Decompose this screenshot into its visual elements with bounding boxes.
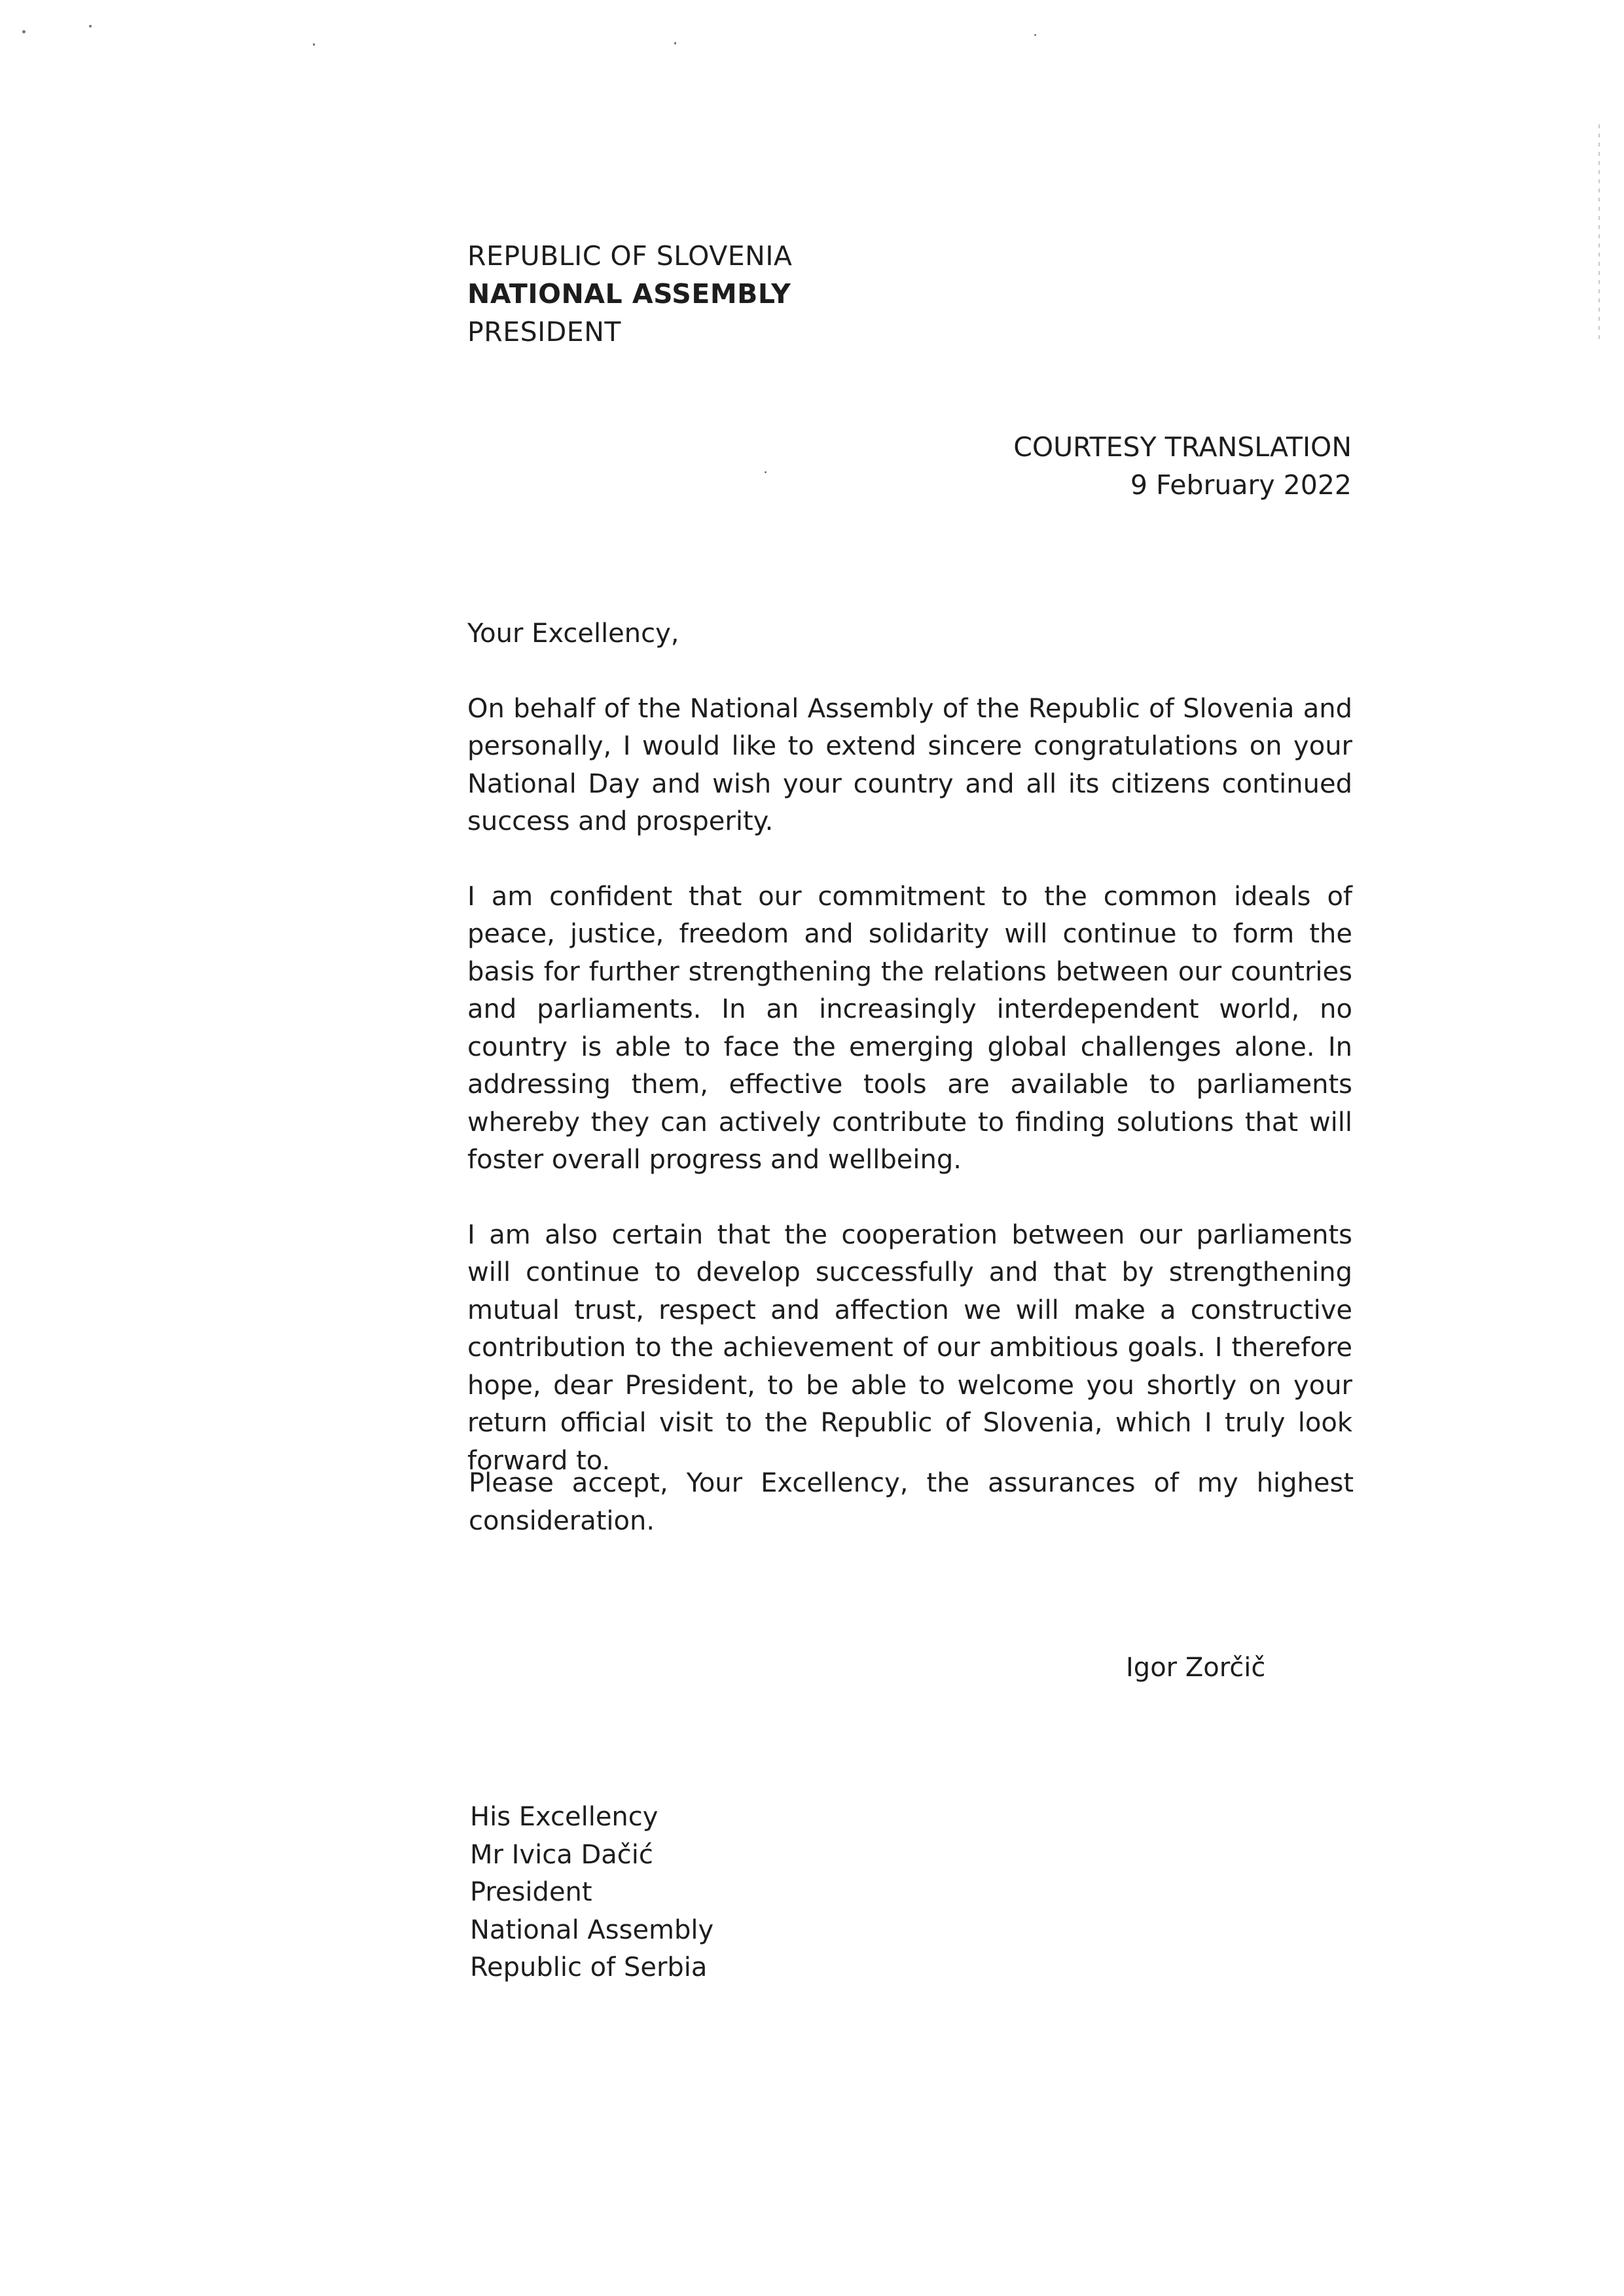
closing-formula: Please accept, Your Excellency, the assurances of my highest consideration.	[469, 1468, 1354, 1536]
letterhead	[467, 237, 792, 351]
recipient-name: Mr Ivica Dačić	[470, 1839, 653, 1870]
scan-speck	[674, 42, 676, 45]
translation-label: COURTESY TRANSLATION	[1013, 431, 1352, 463]
recipient-country: Republic of Serbia	[470, 1952, 708, 1982]
paragraph-1: On behalf of the National Assembly of the Republic of Slovenia and personally, I would like to extend sincere congratulations on your National Day and wish your country and all its citizens continued success and prosperity.	[467, 693, 1352, 836]
signatory-name: Igor Zorčič	[1126, 1653, 1266, 1683]
scan-speck	[89, 25, 92, 27]
paragraph-3: I am also certain that the cooperation between our parliaments will continue to develop successfully and that by strengthening mutual trust, respect and affection we will make a constructive contribution to the achievement of our ambitious goals. I therefore hope, dear President, to be able to welcome you shortly on your return official visit to the Republic of Slovenia, which I truly look forward to.	[467, 1219, 1352, 1476]
scan-speck	[1034, 34, 1036, 36]
scan-speck	[765, 471, 767, 473]
recipient-position: President	[470, 1877, 592, 1907]
letterhead-institution: NATIONAL ASSEMBLY	[467, 278, 791, 310]
recipient-block	[470, 1799, 713, 1987]
letterhead-office: PRESIDENT	[467, 316, 621, 348]
salutation: Your Excellency,	[467, 619, 679, 649]
document-meta	[1013, 428, 1352, 504]
letterhead-country: REPUBLIC OF SLOVENIA	[467, 240, 793, 272]
recipient-institution: National Assembly	[470, 1914, 714, 1945]
scan-edge-mark	[1598, 124, 1600, 340]
scan-speck	[22, 30, 26, 33]
letter-date: 9 February 2022	[1130, 469, 1352, 501]
scan-speck	[313, 43, 315, 46]
letter-body	[467, 615, 1352, 1517]
recipient-title: His Excellency	[470, 1802, 659, 1832]
paragraph-2: I am confident that our commitment to the common ideals of peace, justice, freedom and solidarity will continue to form the basis for further strengthening the relations between our countries and parliaments. In an increasingly interdependent world, no country is able to face the emerging global challenges alone. In addressing them, effective tools are available to parliaments whereby they can actively contribute to finding solutions that will foster overall progress and wellbeing.	[467, 881, 1352, 1175]
